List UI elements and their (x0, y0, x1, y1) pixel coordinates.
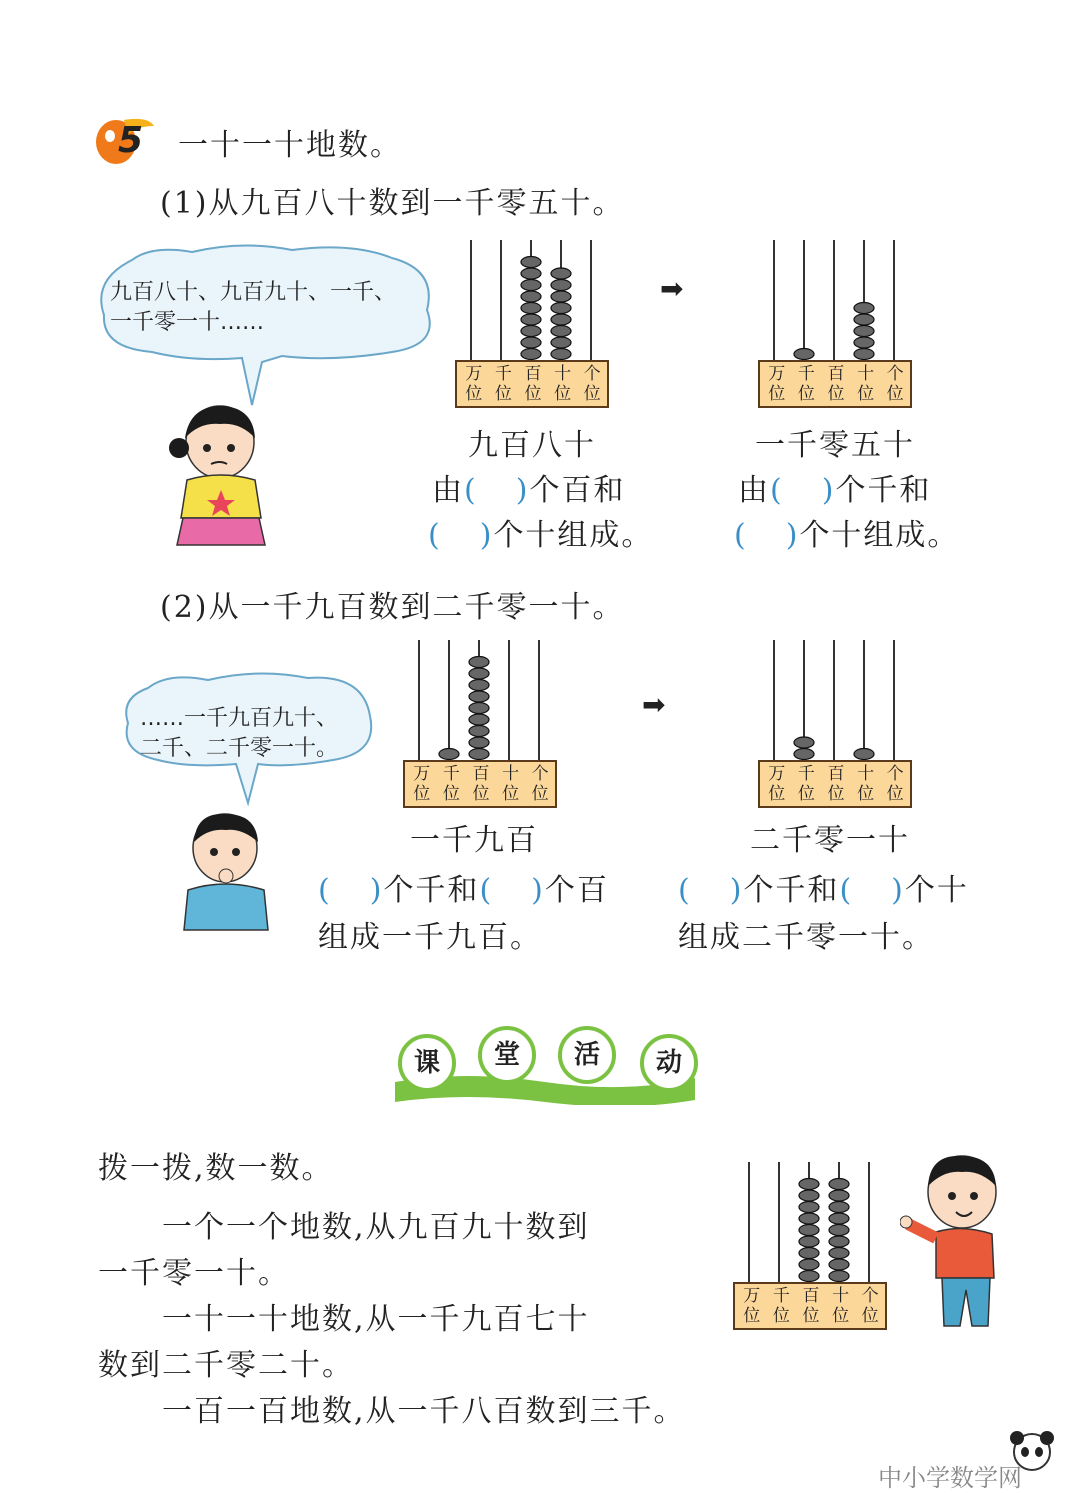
activity-line-2b: 数到二千零二十。 (98, 1348, 354, 1383)
abacus-bead (794, 349, 814, 360)
abacus-bead (799, 1248, 819, 1259)
text-you: 由 (432, 473, 464, 508)
label-wan: 万 (768, 764, 786, 784)
label-bai: 百 (472, 764, 490, 784)
abacus-bead (469, 726, 489, 737)
paren-close: ) (369, 873, 384, 908)
label-wei: 位 (857, 384, 875, 404)
paren-open: ( (318, 873, 332, 908)
boy-illustration (180, 808, 270, 933)
paren-close: ) (729, 873, 744, 908)
abacus-2010-label (758, 760, 912, 808)
caption-980: 九百八十 (468, 428, 596, 463)
text-rest: 个千和 (835, 473, 932, 508)
label-wei: 位 (886, 384, 904, 404)
part2-right-line-2: 组成二千零一十。 (678, 920, 934, 955)
label-qian: 千 (494, 364, 512, 384)
abacus-1050-label (758, 360, 912, 408)
activity-line-2a: 一十一十地数,从一千九百七十 (162, 1302, 590, 1337)
activity-flower-4 (640, 1034, 698, 1092)
label-shi: 十 (502, 764, 520, 784)
activity-char-3: 活 (573, 1040, 600, 1070)
abacus-980-label (455, 360, 609, 408)
label-wan: 万 (413, 764, 431, 784)
activity-char-2: 堂 (493, 1040, 520, 1070)
arrow-1: ➡ (660, 272, 684, 305)
paren-open: ( (479, 873, 494, 908)
abacus-bead (521, 280, 541, 291)
activity-line-1b: 一千零一十。 (98, 1256, 290, 1291)
label-wei: 位 (472, 784, 490, 804)
abacus-bead (469, 657, 489, 668)
abacus-bead (854, 349, 874, 360)
label-bai: 百 (827, 764, 845, 784)
abacus-bead (854, 326, 874, 337)
abacus-1900[interactable] (403, 638, 557, 808)
abacus-bead (799, 1213, 819, 1224)
paren-open: ( (678, 873, 692, 908)
text-b: 个百 (544, 873, 609, 908)
abacus-bead (854, 314, 874, 325)
abacus-bead (551, 337, 571, 348)
bubble-2-line-1: ……一千九百九十、 (140, 706, 339, 731)
abacus-2010[interactable] (758, 638, 912, 808)
label-ge: 个 (861, 1286, 879, 1306)
abacus-bead (799, 1179, 819, 1190)
abacus-bead (521, 349, 541, 360)
paren-close: ) (515, 473, 530, 508)
label-wei: 位 (827, 784, 845, 804)
label-wei: 位 (797, 384, 815, 404)
bubble-1-line-2: 一千零一十…… (110, 310, 265, 335)
label-ge: 个 (886, 764, 904, 784)
label-wei: 位 (861, 1306, 879, 1326)
text-you: 由 (738, 473, 770, 508)
problem-badge (88, 112, 158, 168)
label-wei: 位 (768, 384, 786, 404)
arrow-2: ➡ (642, 688, 666, 721)
abacus-bead (469, 680, 489, 691)
text-rest: 个百和 (529, 473, 626, 508)
paren-close: ) (821, 473, 836, 508)
label-wei: 位 (886, 784, 904, 804)
abacus-bead (521, 314, 541, 325)
label-wei: 位 (772, 1306, 790, 1326)
pointing-boy-illustration (900, 1150, 1010, 1340)
abacus-bead (469, 703, 489, 714)
abacus-bead (829, 1202, 849, 1213)
label-wan: 万 (465, 364, 483, 384)
text-a: 个千和 (743, 873, 840, 908)
abacus-1900-rods (403, 638, 557, 763)
abacus-bead (829, 1271, 849, 1282)
label-ge: 个 (531, 764, 549, 784)
abacus-bead (799, 1271, 819, 1282)
paren-close: ) (785, 518, 800, 553)
abacus-990[interactable] (733, 1160, 887, 1330)
label-wei: 位 (531, 784, 549, 804)
abacus-bead (829, 1225, 849, 1236)
activity-flower-2 (478, 1026, 536, 1084)
label-shi: 十 (554, 364, 572, 384)
part2-right-line-1 (678, 865, 969, 909)
abacus-980-rods (455, 238, 609, 363)
caption-1050: 一千零五十 (755, 428, 915, 463)
bubble-1-line-1: 九百八十、九百九十、一千、 (110, 280, 397, 305)
activity-char-1: 课 (413, 1048, 440, 1078)
abacus-bead (799, 1202, 819, 1213)
label-qian: 千 (442, 764, 460, 784)
part1-left-line-1 (432, 465, 625, 509)
abacus-1050-rods (758, 238, 912, 363)
abacus-bead (551, 314, 571, 325)
label-wei: 位 (857, 784, 875, 804)
part1-heading: (1)从九百八十数到一千零五十。 (160, 186, 625, 221)
paren-open: ( (770, 473, 784, 508)
activity-flower-3 (558, 1026, 616, 1084)
label-wan: 万 (743, 1286, 761, 1306)
label-shi: 十 (857, 764, 875, 784)
abacus-1900-label (403, 760, 557, 808)
abacus-bead (551, 268, 571, 279)
label-wei: 位 (465, 384, 483, 404)
abacus-bead (469, 749, 489, 760)
abacus-1050[interactable] (758, 238, 912, 408)
bubble-2-line-2: 二千、二千零一十。 (140, 736, 339, 761)
label-wei: 位 (768, 784, 786, 804)
abacus-bead (469, 668, 489, 679)
part2-left-line-2: 组成一千九百。 (318, 920, 542, 955)
abacus-bead (794, 749, 814, 760)
paren-close: ) (479, 518, 494, 553)
abacus-bead (551, 349, 571, 360)
text-rest: 个十组成。 (493, 518, 654, 553)
label-wei: 位 (502, 784, 520, 804)
caption-1900: 一千九百 (410, 823, 538, 858)
abacus-bead (799, 1236, 819, 1247)
label-qian: 千 (797, 764, 815, 784)
activity-line-3: 一百一百地数,从一千八百数到三千。 (162, 1394, 686, 1429)
abacus-bead (521, 291, 541, 302)
activity-intro: 拨一拨,数一数。 (98, 1151, 334, 1186)
activity-flower-1 (398, 1034, 456, 1092)
abacus-980[interactable] (455, 238, 609, 408)
abacus-bead (854, 337, 874, 348)
label-bai: 百 (827, 364, 845, 384)
abacus-2010-rods (758, 638, 912, 763)
label-wei: 位 (797, 784, 815, 804)
abacus-bead (551, 326, 571, 337)
abacus-bead (854, 303, 874, 314)
label-bai: 百 (802, 1286, 820, 1306)
label-wei: 位 (494, 384, 512, 404)
label-wan: 万 (768, 364, 786, 384)
abacus-bead (829, 1236, 849, 1247)
abacus-bead (829, 1190, 849, 1201)
label-bai: 百 (524, 364, 542, 384)
label-ge: 个 (886, 364, 904, 384)
abacus-bead (854, 749, 874, 760)
abacus-bead (551, 291, 571, 302)
abacus-990-rods (733, 1160, 887, 1285)
paren-close: ) (891, 873, 905, 908)
abacus-bead (469, 714, 489, 725)
abacus-bead (469, 691, 489, 702)
abacus-bead (829, 1213, 849, 1224)
activity-line-1a: 一个一个地数,从九百九十数到 (162, 1210, 590, 1245)
part1-left-line-2 (428, 510, 653, 554)
label-wei: 位 (827, 384, 845, 404)
abacus-bead (521, 268, 541, 279)
text-rest: 个十组成。 (799, 518, 960, 553)
abacus-bead (521, 303, 541, 314)
label-wei: 位 (832, 1306, 850, 1326)
paren-open: ( (734, 518, 748, 553)
label-wei: 位 (583, 384, 601, 404)
abacus-bead (799, 1225, 819, 1236)
label-wei: 位 (442, 784, 460, 804)
problem-title: 一十一十地数。 (178, 128, 402, 163)
abacus-bead (551, 280, 571, 291)
paren-close: ) (531, 873, 545, 908)
abacus-bead (829, 1248, 849, 1259)
part2-heading: (2)从一千九百数到二千零一十。 (160, 590, 625, 625)
watermark-text: 中小学数学网 (878, 1464, 1022, 1492)
abacus-bead (521, 326, 541, 337)
abacus-bead (829, 1179, 849, 1190)
abacus-bead (469, 737, 489, 748)
activity-title (390, 1022, 710, 1102)
label-wei: 位 (802, 1306, 820, 1326)
paren-open: ( (464, 473, 478, 508)
caption-2010: 二千零一十 (750, 823, 910, 858)
part1-right-line-2 (734, 510, 959, 554)
label-wei: 位 (554, 384, 572, 404)
part1-right-line-1 (738, 465, 931, 509)
label-qian: 千 (797, 364, 815, 384)
label-qian: 千 (772, 1286, 790, 1306)
part2-left-line-1 (318, 865, 609, 909)
label-shi: 十 (857, 364, 875, 384)
label-wei: 位 (524, 384, 542, 404)
label-wei: 位 (413, 784, 431, 804)
abacus-bead (799, 1259, 819, 1270)
abacus-bead (439, 749, 459, 760)
problem-number: 5 (118, 120, 144, 161)
abacus-bead (794, 737, 814, 748)
paren-open: ( (839, 873, 854, 908)
paren-open: ( (428, 518, 442, 553)
girl-illustration (165, 400, 275, 550)
abacus-bead (799, 1190, 819, 1201)
label-wei: 位 (743, 1306, 761, 1326)
text-a: 个千和 (383, 873, 480, 908)
label-shi: 十 (832, 1286, 850, 1306)
abacus-bead (829, 1259, 849, 1270)
abacus-990-label (733, 1282, 887, 1330)
text-b: 个十 (904, 873, 969, 908)
abacus-bead (551, 303, 571, 314)
label-ge: 个 (583, 364, 601, 384)
activity-char-4: 动 (655, 1048, 682, 1078)
abacus-bead (521, 337, 541, 348)
abacus-bead (521, 257, 541, 268)
